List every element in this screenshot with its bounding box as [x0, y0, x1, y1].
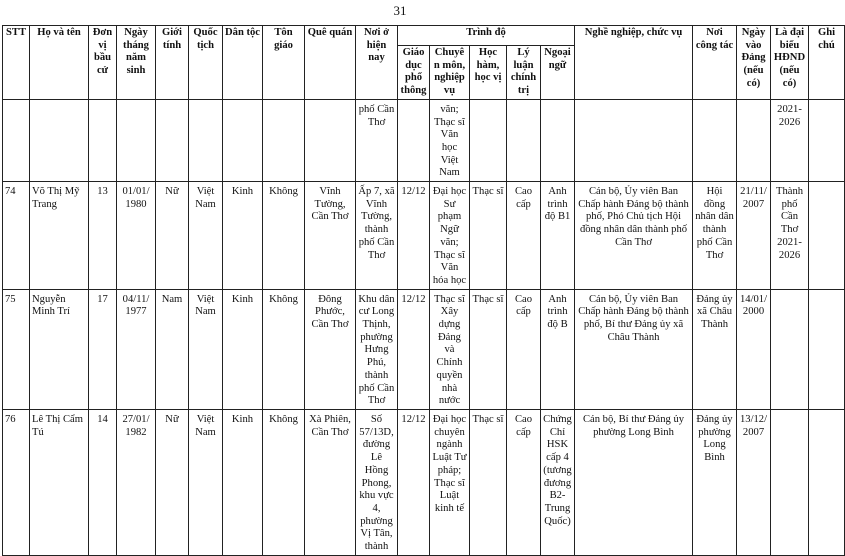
cell-specialty: Thạc sĩ Xây dựng Đảng và Chính quyền nhà nước — [430, 289, 470, 409]
cell-general-edu: 12/12 — [398, 182, 430, 290]
header-delegate: Là đại biểu HĐND (nếu có) — [771, 26, 809, 100]
header-degree: Học hàm, học vị — [470, 46, 507, 100]
cell-nationality — [189, 99, 223, 181]
cell-religion: Không — [263, 289, 305, 409]
header-political: Lý luận chính trị — [507, 46, 541, 100]
cell-dob: 27/01/ 1982 — [117, 409, 156, 555]
cell-note — [809, 289, 845, 409]
page-number: 31 — [393, 3, 407, 18]
cell-name: Nguyễn Minh Trí — [30, 289, 89, 409]
cell-political — [507, 99, 541, 181]
header-religion: Tôn giáo — [263, 26, 305, 100]
cell-ethnicity — [223, 99, 263, 181]
cell-political: Cao cấp — [507, 182, 541, 290]
cell-language: Chứng Chỉ HSK cấp 4 (tương đương B2-Trung Quốc) — [541, 409, 575, 555]
cell-gender: Nữ — [156, 182, 189, 290]
cell-party-date: 13/12/ 2007 — [737, 409, 771, 555]
cell-delegate — [771, 289, 809, 409]
cell-political: Cao cấp — [507, 409, 541, 555]
cell-nationality: Việt Nam — [189, 289, 223, 409]
header-general-edu: Giáo dục phổ thông — [398, 46, 430, 100]
candidate-table — [2, 25, 845, 556]
cell-language: Anh trình độ B1 — [541, 182, 575, 290]
cell-unit: 14 — [89, 409, 117, 555]
cell-stt — [3, 99, 30, 181]
cell-specialty: Đại học Sư phạm Ngữ văn; Thạc sĩ Văn hóa học — [430, 182, 470, 290]
cell-gender — [156, 99, 189, 181]
cell-general-edu: 12/12 — [398, 289, 430, 409]
cell-delegate: Thành phố Cần Thơ 2021-2026 — [771, 182, 809, 290]
cell-political: Cao cấp — [507, 289, 541, 409]
cell-ethnicity: Kinh — [223, 182, 263, 290]
header-ethnicity: Dân tộc — [223, 26, 263, 100]
cell-name — [30, 99, 89, 181]
cell-degree: Thạc sĩ — [470, 289, 507, 409]
header-stt: STT — [3, 26, 30, 100]
header-note: Ghi chú — [809, 26, 845, 100]
cell-note — [809, 409, 845, 555]
cell-gender: Nam — [156, 289, 189, 409]
header-party-date: Ngày vào Đảng (nếu có) — [737, 26, 771, 100]
header-unit: Đơn vị bầu cử — [89, 26, 117, 100]
cell-stt: 75 — [3, 289, 30, 409]
cell-residence: Khu dân cư Long Thịnh, phường Hưng Phú, thành phố Cần Thơ — [356, 289, 398, 409]
header-occupation: Nghề nghiệp, chức vụ — [575, 26, 693, 100]
header-nationality: Quốc tịch — [189, 26, 223, 100]
cell-specialty: văn; Thạc sĩ Văn học Việt Nam — [430, 99, 470, 181]
cell-hometown: Đông Phước, Cần Thơ — [305, 289, 356, 409]
cell-hometown: Xà Phiên, Cần Thơ — [305, 409, 356, 555]
header-language: Ngoại ngữ — [541, 46, 575, 100]
cell-workplace: Hội đồng nhân dân thành phố Cần Thơ — [693, 182, 737, 290]
cell-ethnicity: Kinh — [223, 289, 263, 409]
cell-religion: Không — [263, 409, 305, 555]
table-row — [3, 289, 845, 409]
cell-party-date — [737, 99, 771, 181]
cell-stt: 74 — [3, 182, 30, 290]
cell-degree — [470, 99, 507, 181]
cell-occupation: Cán bộ, Ủy viên Ban Chấp hành Đảng bộ thành phố, Phó Chủ tịch Hội đồng nhân dân thành phố Cần Thơ — [575, 182, 693, 290]
cell-party-date: 21/11/ 2007 — [737, 182, 771, 290]
cell-religion — [263, 99, 305, 181]
cell-residence: phố Cần Thơ — [356, 99, 398, 181]
header-hometown: Quê quán — [305, 26, 356, 100]
cell-workplace: Đảng ủy xã Châu Thành — [693, 289, 737, 409]
table-row — [3, 182, 845, 290]
cell-name: Lê Thị Cẩm Tú — [30, 409, 89, 555]
cell-nationality: Việt Nam — [189, 409, 223, 555]
cell-dob: 01/01/ 1980 — [117, 182, 156, 290]
cell-degree: Thạc sĩ — [470, 182, 507, 290]
cell-unit: 17 — [89, 289, 117, 409]
cell-delegate: 2021-2026 — [771, 99, 809, 181]
cell-dob: 04/11/ 1977 — [117, 289, 156, 409]
cell-name: Võ Thị Mỹ Trang — [30, 182, 89, 290]
header-education-group: Trình độ — [398, 26, 575, 46]
table-row-continuation — [3, 99, 845, 181]
cell-hometown — [305, 99, 356, 181]
cell-delegate — [771, 409, 809, 555]
cell-residence: Ấp 7, xã Vĩnh Tường, thành phố Cần Thơ — [356, 182, 398, 290]
cell-dob — [117, 99, 156, 181]
cell-note — [809, 182, 845, 290]
cell-workplace: Đảng ủy phường Long Bình — [693, 409, 737, 555]
header-dob: Ngày tháng năm sinh — [117, 26, 156, 100]
cell-occupation: Cán bộ, Ủy viên Ban Chấp hành Đảng bộ thành phố, Bí thư Đảng ủy xã Châu Thành — [575, 289, 693, 409]
header-specialty: Chuyên môn, nghiệp vụ — [430, 46, 470, 100]
cell-occupation — [575, 99, 693, 181]
header-workplace: Nơi công tác — [693, 26, 737, 100]
cell-party-date: 14/01/ 2000 — [737, 289, 771, 409]
cell-workplace — [693, 99, 737, 181]
cell-nationality: Việt Nam — [189, 182, 223, 290]
header-gender: Giới tính — [156, 26, 189, 100]
header-name: Họ và tên — [30, 26, 89, 100]
cell-general-edu — [398, 99, 430, 181]
cell-occupation: Cán bộ, Bí thư Đảng ủy phường Long Bình — [575, 409, 693, 555]
header-residence: Nơi ở hiện nay — [356, 26, 398, 100]
cell-note — [809, 99, 845, 181]
cell-gender: Nữ — [156, 409, 189, 555]
cell-unit: 13 — [89, 182, 117, 290]
cell-residence: Số 57/13D, đường Lê Hồng Phong, khu vực 4, phường Vị Tân, thành — [356, 409, 398, 555]
cell-religion: Không — [263, 182, 305, 290]
cell-language: Anh trình độ B — [541, 289, 575, 409]
cell-hometown: Vĩnh Tường, Cần Thơ — [305, 182, 356, 290]
table-row — [3, 409, 845, 555]
cell-language — [541, 99, 575, 181]
cell-stt: 76 — [3, 409, 30, 555]
cell-general-edu: 12/12 — [398, 409, 430, 555]
cell-degree: Thạc sĩ — [470, 409, 507, 555]
header-row-1 — [3, 26, 845, 46]
cell-ethnicity: Kinh — [223, 409, 263, 555]
cell-specialty: Đại học chuyên ngành Luật Tư pháp; Thạc sĩ Luật kinh tế — [430, 409, 470, 555]
cell-unit — [89, 99, 117, 181]
